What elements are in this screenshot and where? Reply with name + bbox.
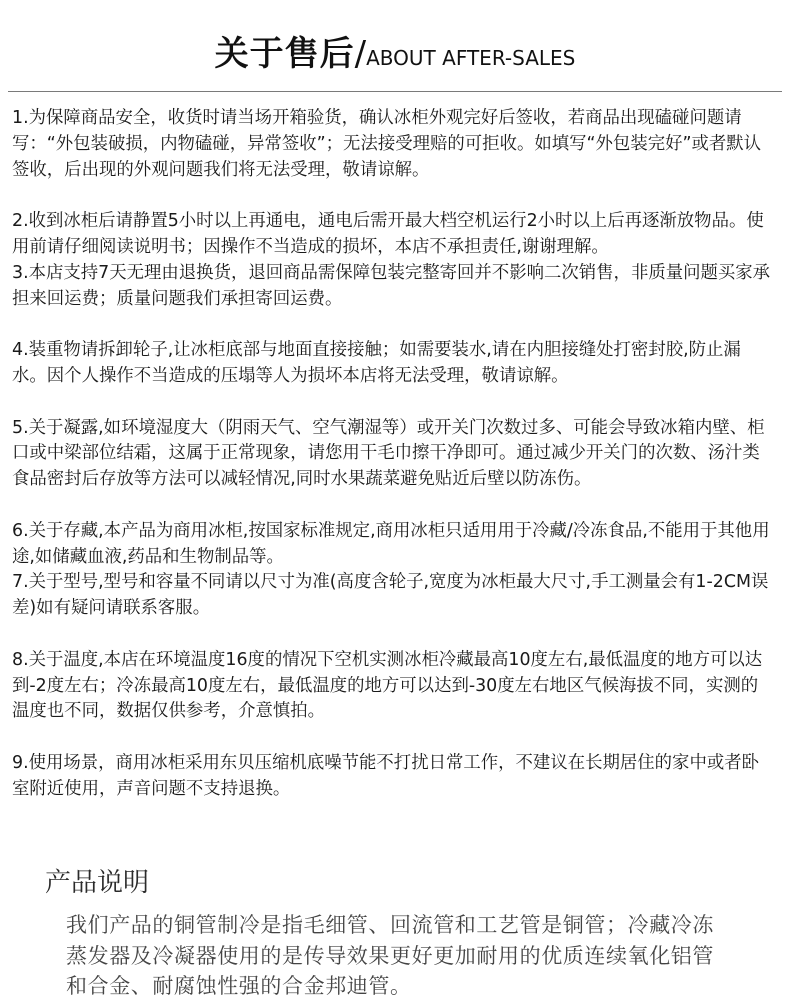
term-item-1: 1.为保障商品安全，收货时请当场开箱验货，确认冰柜外观完好后签收，若商品出现磕碰问题请写：“外包装破损，内物磕碰，异常签收”；无法接受理赔的可拒收。如填写“外包装完好”或者默认签收，后出现的外观问题我们将无法受理，敬请谅解。 (12, 108, 762, 180)
page-title-cn: 关于售后 (214, 34, 355, 74)
page-header (0, 26, 790, 75)
after-sales-terms (12, 106, 774, 803)
term-item-8: 8.关于温度,本店在环境温度16度的情况下空机实测冰柜冷藏最高10度左右,最低温度的地方可以达到-2度左右；冷冻最高10度左右，最低温度的地方可以达到-30度左右地区气候海拔不同，实测的温度也不同，数据仅供参考，介意慎拍。 (12, 649, 763, 722)
title-separator: / (354, 34, 367, 74)
term-item-7: 7.关于型号,型号和容量不同请以尺寸为准(高度含轮子,宽度为冰柜最大尺寸,手工测量会有1-2CM误差)如有疑问请联系客服。 (12, 572, 769, 619)
term-item-9: 9.使用场景，商用冰柜采用东贝压缩机底噪节能不打扰日常工作，不建议在长期居住的家中或者卧室附近使用，声音问题不支持退换。 (12, 752, 760, 799)
term-item-3: 3.本店支持7天无理由退换货，退回商品需保障包装完整寄回并不影响二次销售，非质量问题买家承担来回运费；质量问题我们承担寄回运费。 (12, 262, 771, 309)
product-section-title: 产品说明 (45, 868, 150, 898)
page-title-en: ABOUT AFTER-SALES (366, 46, 576, 70)
term-item-4: 4.装重物请拆卸轮子,让冰柜底部与地面直接接触；如需要装水,请在内胆接缝处打密封胶,防止漏水。因个人操作不当造成的压塌等人为损坏本店将无法受理，敬请谅解。 (12, 340, 741, 386)
product-description: 我们产品的铜管制冷是指毛细管、回流管和工艺管是铜管；冷藏冷冻蒸发器及冷凝器使用的是传导效果更好更加耐用的优质连续氧化铝管和合金、耐腐蚀性强的合金邦迪管。 (66, 913, 714, 998)
term-item-5: 5.关于凝露,如环境湿度大（阴雨天气、空气潮湿等）或开关门次数过多、可能会导致冰箱内壁、柜口或中梁部位结霜，这属于正常现象，请您用干毛巾擦干净即可。通过减少开关门的次数、汤汁类食品密封后存放等方法可以减轻情况,同时水果蔬菜避免贴近后壁以防冻伤。 (12, 417, 765, 490)
term-item-6: 6.关于存藏,本产品为商用冰柜,按国家标准规定,商用冰柜只适用用于冷藏/冷冻食品,不能用于其他用途,如储藏血液,药品和生物制品等。 (12, 520, 770, 567)
term-item-2: 2.收到冰柜后请静置5小时以上再通电，通电后需开最大档空机运行2小时以上后再逐渐放物品。使用前请仔细阅读说明书；因操作不当造成的损坏，本店不承担责任,谢谢理解。 (12, 211, 764, 257)
header-divider (8, 91, 782, 92)
